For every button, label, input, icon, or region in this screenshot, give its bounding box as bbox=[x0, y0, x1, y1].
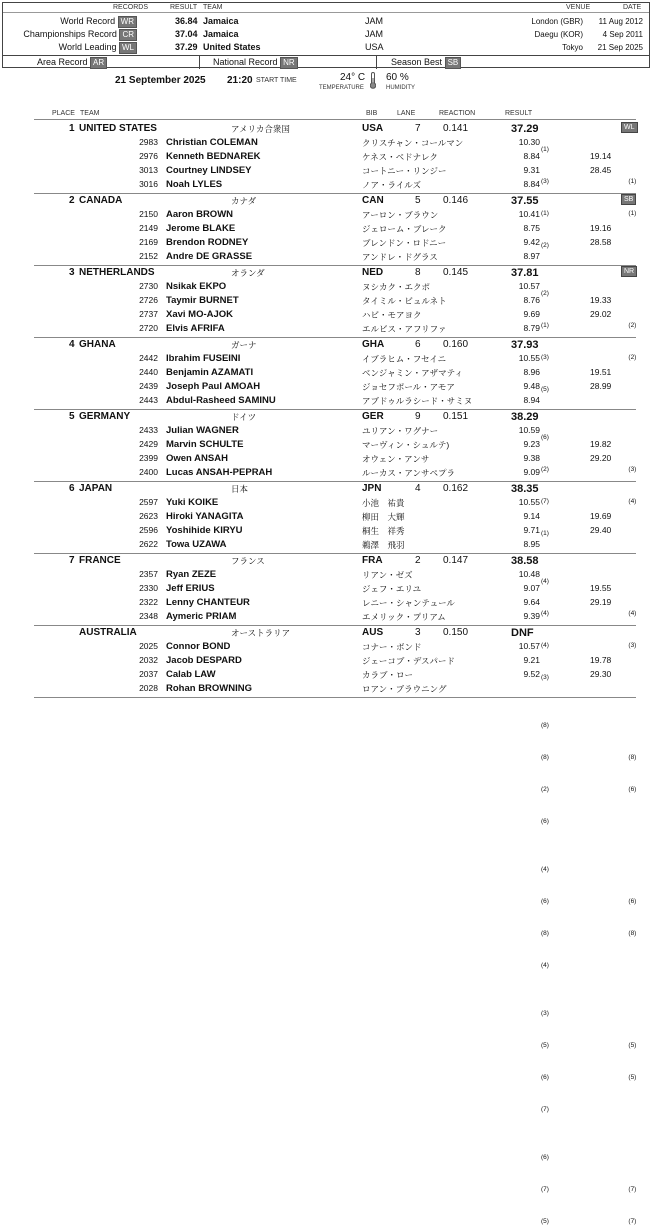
athlete-bib: 2028 bbox=[139, 683, 158, 693]
athlete-bib: 3016 bbox=[139, 179, 158, 189]
athlete-bib: 2622 bbox=[139, 539, 158, 549]
athlete-name: Aaron BROWN bbox=[166, 209, 234, 220]
record-country: JAM bbox=[365, 16, 383, 26]
team-name-jp: 日本 bbox=[231, 484, 249, 494]
athlete-name: Connor BOND bbox=[166, 641, 231, 652]
cumulative-time: 28.45 bbox=[590, 165, 612, 175]
athlete-name-jp: ジェフ・エリユ bbox=[362, 584, 422, 594]
cumulative-time: 29.19 bbox=[590, 597, 612, 607]
cumulative-rank: (5) bbox=[628, 1074, 637, 1081]
athlete-name-jp: ケネス・ベドナレク bbox=[362, 152, 438, 162]
cumulative-rank: (2) bbox=[628, 322, 637, 329]
team-name: UNITED STATES bbox=[79, 123, 157, 134]
split-rank: (4) bbox=[541, 962, 549, 969]
split-rank: (3) bbox=[541, 178, 549, 185]
team-name: JAPAN bbox=[79, 483, 113, 494]
cumulative-time: 19.51 bbox=[590, 367, 612, 377]
team-code: FRA bbox=[362, 555, 383, 566]
athlete-name: Abdul-Rasheed SAMINU bbox=[166, 395, 276, 406]
athlete-name: Brendon RODNEY bbox=[166, 237, 249, 248]
athlete-bib: 2623 bbox=[139, 511, 158, 521]
split-rank: (5) bbox=[541, 386, 549, 393]
athlete-name-jp: 小池 祐貴 bbox=[362, 498, 405, 508]
split-rank: (4) bbox=[541, 610, 549, 617]
team-lane: 7 bbox=[415, 123, 421, 134]
split-rank: (1) bbox=[541, 530, 549, 537]
split-rank: (8) bbox=[541, 754, 549, 761]
split-time: 10.57 bbox=[518, 641, 540, 651]
athlete-name-jp: オウェン・アンサ bbox=[362, 454, 430, 464]
athlete-name: Yuki KOIKE bbox=[166, 497, 219, 508]
athlete-name-jp: マーヴィン・シュルテ) bbox=[362, 440, 450, 450]
team-lane: 4 bbox=[415, 483, 421, 494]
athlete-name: Towa UZAWA bbox=[166, 539, 227, 550]
record-venue: London (GBR) bbox=[531, 17, 583, 26]
split-time: 8.94 bbox=[523, 395, 540, 405]
split-time: 9.21 bbox=[523, 655, 540, 665]
split-time: 10.57 bbox=[518, 281, 540, 291]
athlete-bib: 2400 bbox=[139, 467, 158, 477]
athlete-name-jp: ユリアン・ワグナー bbox=[362, 426, 439, 436]
cumulative-rank: (6) bbox=[628, 786, 637, 793]
athlete-name: Jeff ERIUS bbox=[166, 583, 215, 594]
lane-col-header: LANE bbox=[397, 110, 416, 117]
split-time: 10.48 bbox=[518, 569, 540, 579]
split-time: 8.97 bbox=[523, 251, 540, 261]
column-header-bar bbox=[34, 109, 636, 120]
team-name-jp: ガーナ bbox=[231, 340, 257, 350]
split-rank: (4) bbox=[541, 578, 549, 585]
record-team: United States bbox=[203, 42, 261, 52]
athlete-name-jp: ハビ・モアヨク bbox=[362, 310, 422, 320]
record-label: World Record WR bbox=[60, 16, 137, 28]
athlete-bib: 2169 bbox=[139, 237, 158, 247]
athlete-name-jp: コナー・ボンド bbox=[362, 642, 422, 652]
team-reaction: 0.141 bbox=[443, 123, 469, 134]
split-rank: (3) bbox=[541, 1010, 549, 1017]
split-rank: (4) bbox=[541, 866, 549, 873]
temperature: 24° C bbox=[340, 72, 366, 83]
cumulative-rank: (8) bbox=[628, 754, 637, 761]
cumulative-time: 28.99 bbox=[590, 381, 612, 391]
split-time: 9.52 bbox=[523, 669, 540, 679]
cumulative-rank: (7) bbox=[628, 1186, 637, 1193]
athlete-name-jp: ジェーコブ・デスパード bbox=[362, 656, 455, 666]
record-date: 4 Sep 2011 bbox=[602, 30, 643, 39]
date-col: DATE bbox=[623, 4, 642, 11]
split-rank: (6) bbox=[541, 1154, 549, 1161]
team-result: 37.55 bbox=[511, 195, 539, 207]
team-code: CAN bbox=[362, 195, 384, 206]
split-time: 9.14 bbox=[523, 511, 540, 521]
cumulative-time: 28.58 bbox=[590, 237, 612, 247]
athlete-name: Kenneth BEDNAREK bbox=[166, 151, 261, 162]
athlete-name-jp: ブレンドン・ロドニー bbox=[362, 238, 447, 248]
record-venue: Daegu (KOR) bbox=[534, 30, 583, 39]
athlete-bib: 2348 bbox=[139, 611, 158, 621]
athlete-name-jp: イブラヒム・フセイニ bbox=[362, 354, 447, 364]
split-time: 10.55 bbox=[518, 353, 540, 363]
cumulative-rank: (3) bbox=[628, 466, 637, 473]
team-reaction: 0.150 bbox=[443, 627, 469, 638]
athlete-name-jp: ジョセフポール・アモア bbox=[362, 382, 455, 392]
cumulative-time: 19.78 bbox=[590, 655, 612, 665]
athlete-bib: 2440 bbox=[139, 367, 158, 377]
athlete-bib: 2737 bbox=[139, 309, 158, 319]
team-name-jp: フランス bbox=[231, 556, 265, 566]
split-time: 9.31 bbox=[523, 165, 540, 175]
athlete-name: Christian COLEMAN bbox=[166, 137, 258, 148]
split-rank: (3) bbox=[541, 354, 549, 361]
athlete-name: Rohan BROWNING bbox=[166, 683, 253, 694]
team-result: 38.58 bbox=[511, 555, 539, 567]
team-reaction: 0.162 bbox=[443, 483, 469, 494]
split-time: 9.23 bbox=[523, 439, 540, 449]
athlete-bib: 2330 bbox=[139, 583, 158, 593]
athlete-name-jp: クリスチャン・コールマン bbox=[362, 138, 464, 148]
split-rank: (7) bbox=[541, 1106, 549, 1113]
legend-national-record: National Record NR bbox=[213, 57, 298, 69]
athlete-name: Ibrahim FUSEINI bbox=[166, 353, 241, 364]
team-name: CANADA bbox=[79, 195, 123, 206]
split-time: 9.07 bbox=[523, 583, 540, 593]
record-label: World Leading WL bbox=[59, 42, 137, 54]
thermometer-icon bbox=[370, 72, 375, 88]
team-code: JPN bbox=[362, 483, 382, 494]
split-time: 8.76 bbox=[523, 295, 540, 305]
athlete-name-jp: コートニー・リンジー bbox=[362, 166, 447, 176]
athlete-bib: 2976 bbox=[139, 151, 158, 161]
athlete-name-jp: 桐生 祥秀 bbox=[362, 526, 405, 536]
team-place: 3 bbox=[69, 267, 75, 278]
athlete-name-jp: ベンジャミン・アザマティ bbox=[362, 368, 463, 378]
split-rank: (6) bbox=[541, 1074, 549, 1081]
split-time: 10.59 bbox=[518, 425, 540, 435]
split-rank: (8) bbox=[541, 930, 549, 937]
split-rank: (2) bbox=[541, 290, 549, 297]
split-time: 8.96 bbox=[523, 367, 540, 377]
athlete-bib: 2322 bbox=[139, 597, 158, 607]
cumulative-time: 29.40 bbox=[590, 525, 612, 535]
cumulative-time: 19.82 bbox=[590, 439, 612, 449]
athlete-name: Jacob DESPARD bbox=[166, 655, 242, 666]
temperature-label: TEMPERATURE bbox=[319, 85, 364, 91]
athlete-name-jp: アブドゥルラシード・サミヌ bbox=[362, 396, 473, 406]
athlete-name-jp: ジェローム・ブレーク bbox=[362, 224, 447, 234]
split-time: 10.30 bbox=[518, 137, 540, 147]
team-place: 6 bbox=[69, 483, 75, 494]
event-time: 21:20 bbox=[227, 75, 253, 86]
athlete-bib: 2149 bbox=[139, 223, 158, 233]
split-time: 9.09 bbox=[523, 467, 540, 477]
cumulative-rank: (4) bbox=[628, 498, 637, 505]
cumulative-time: 19.14 bbox=[590, 151, 612, 161]
athlete-name: Ryan ZEZE bbox=[166, 569, 217, 580]
records-legend bbox=[3, 55, 649, 68]
split-time: 8.95 bbox=[523, 539, 540, 549]
record-result: 36.84 bbox=[175, 16, 198, 26]
cumulative-time: 29.20 bbox=[590, 453, 612, 463]
cumulative-time: 19.69 bbox=[590, 511, 612, 521]
cumulative-rank: (3) bbox=[628, 642, 637, 649]
athlete-bib: 2730 bbox=[139, 281, 158, 291]
team-name-jp: オーストラリア bbox=[231, 628, 291, 638]
team-lane: 9 bbox=[415, 411, 421, 422]
split-rank: (1) bbox=[541, 210, 549, 217]
team-code: AUS bbox=[362, 627, 384, 638]
result-col: RESULT bbox=[170, 4, 198, 11]
athlete-name-jp: アンドレ・ドグラス bbox=[362, 252, 438, 262]
athlete-name: Aymeric PRIAM bbox=[166, 611, 237, 622]
athlete-name: Owen ANSAH bbox=[166, 453, 228, 464]
team-name-jp: オランダ bbox=[231, 268, 265, 278]
legend-area-record: Area Record AR bbox=[37, 57, 107, 69]
athlete-name-jp: 鵜澤 飛羽 bbox=[362, 540, 405, 550]
athlete-bib: 2726 bbox=[139, 295, 158, 305]
athlete-bib: 2399 bbox=[139, 453, 158, 463]
athlete-bib: 2032 bbox=[139, 655, 158, 665]
records-col: RECORDS bbox=[113, 4, 149, 11]
team-reaction: 0.151 bbox=[443, 411, 469, 422]
athlete-name: Xavi MO-AJOK bbox=[166, 309, 234, 320]
split-rank: (6) bbox=[541, 818, 549, 825]
records-header bbox=[3, 3, 649, 13]
team-col-header: TEAM bbox=[80, 110, 100, 117]
athlete-name-jp: 柳田 大輝 bbox=[362, 512, 405, 522]
record-result: 37.04 bbox=[175, 29, 198, 39]
cumulative-time: 19.55 bbox=[590, 583, 612, 593]
athlete-bib: 2150 bbox=[139, 209, 158, 219]
team-result: 38.35 bbox=[511, 483, 539, 495]
athlete-bib: 2443 bbox=[139, 395, 158, 405]
split-rank: (5) bbox=[541, 1042, 549, 1049]
record-date: 21 Sep 2025 bbox=[597, 43, 643, 52]
team-code: NED bbox=[362, 267, 384, 278]
athlete-bib: 2429 bbox=[139, 439, 158, 449]
split-time: 9.38 bbox=[523, 453, 540, 463]
athlete-name-jp: カラブ・ロー bbox=[362, 670, 414, 680]
athlete-bib: 2597 bbox=[139, 497, 158, 507]
record-badge: NR bbox=[621, 266, 637, 277]
record-country: JAM bbox=[365, 29, 383, 39]
split-rank: (1) bbox=[541, 322, 549, 329]
athlete-bib: 2025 bbox=[139, 641, 158, 651]
athlete-name: Lenny CHANTEUR bbox=[166, 597, 250, 608]
record-label: Championships Record CR bbox=[23, 29, 137, 41]
team-result: 37.81 bbox=[511, 267, 539, 279]
athlete-bib: 2433 bbox=[139, 425, 158, 435]
athlete-name-jp: レニー・シャンテュール bbox=[362, 598, 455, 608]
record-country: USA bbox=[365, 42, 384, 52]
athlete-bib: 2596 bbox=[139, 525, 158, 535]
split-rank: (6) bbox=[541, 434, 549, 441]
team-name: FRANCE bbox=[79, 555, 121, 566]
team-reaction: 0.147 bbox=[443, 555, 469, 566]
team-col: TEAM bbox=[203, 4, 223, 11]
record-badge: SB bbox=[621, 194, 636, 205]
athlete-name: Yoshihide KIRYU bbox=[166, 525, 243, 536]
split-time: 8.84 bbox=[523, 151, 540, 161]
athlete-bib: 2442 bbox=[139, 353, 158, 363]
record-date: 11 Aug 2012 bbox=[598, 17, 643, 26]
humidity-label: HUMIDITY bbox=[386, 85, 415, 91]
athlete-bib: 2357 bbox=[139, 569, 158, 579]
athlete-name-jp: エメリック・プリアム bbox=[362, 612, 446, 622]
cumulative-time: 29.30 bbox=[590, 669, 612, 679]
record-venue: Tokyo bbox=[562, 43, 583, 52]
venue-col: VENUE bbox=[566, 4, 591, 11]
team-result: 37.93 bbox=[511, 339, 539, 351]
athlete-name-jp: ノア・ライルズ bbox=[362, 180, 421, 190]
split-time: 8.84 bbox=[523, 179, 540, 189]
team-lane: 6 bbox=[415, 339, 421, 350]
team-name: GERMANY bbox=[79, 411, 131, 422]
split-rank: (5) bbox=[541, 1218, 549, 1225]
place-col-header: PLACE bbox=[52, 110, 75, 117]
cumulative-rank: (2) bbox=[628, 354, 637, 361]
split-time: 9.39 bbox=[523, 611, 540, 621]
split-time: 10.41 bbox=[518, 209, 540, 219]
record-badge: WL bbox=[621, 122, 638, 133]
cumulative-rank: (1) bbox=[628, 210, 637, 217]
athlete-name: Andre DE GRASSE bbox=[166, 251, 253, 262]
athlete-name-jp: エルビス・アフリファ bbox=[362, 324, 447, 334]
split-rank: (2) bbox=[541, 466, 549, 473]
athlete-name: Joseph Paul AMOAH bbox=[166, 381, 261, 392]
athlete-name: Lucas ANSAH-PEPRAH bbox=[166, 467, 273, 478]
start-time-label: START TIME bbox=[256, 77, 297, 84]
team-place: 4 bbox=[69, 339, 75, 350]
split-rank: (6) bbox=[541, 898, 549, 905]
team-lane: 8 bbox=[415, 267, 421, 278]
split-time: 8.75 bbox=[523, 223, 540, 233]
team-code: GHA bbox=[362, 339, 385, 350]
athlete-bib: 2983 bbox=[139, 137, 158, 147]
team-place: 5 bbox=[69, 411, 75, 422]
bib-col-header: BIB bbox=[366, 110, 378, 117]
reaction-col-header: REACTION bbox=[439, 110, 476, 117]
team-result: 37.29 bbox=[511, 123, 539, 135]
athlete-name-jp: ルーカス・アンサペプラ bbox=[362, 468, 455, 478]
split-time: 9.64 bbox=[523, 597, 540, 607]
athlete-name: Noah LYLES bbox=[166, 179, 223, 190]
event-date: 21 September 2025 bbox=[115, 75, 206, 86]
athlete-name: Calab LAW bbox=[166, 669, 216, 680]
split-rank: (7) bbox=[541, 1186, 549, 1193]
team-lane: 3 bbox=[415, 627, 421, 638]
team-name: GHANA bbox=[79, 339, 116, 350]
humidity: 60 % bbox=[386, 72, 409, 83]
team-place: 2 bbox=[69, 195, 75, 206]
team-name: AUSTRALIA bbox=[79, 627, 137, 638]
split-rank: (4) bbox=[541, 642, 549, 649]
split-rank: (8) bbox=[541, 722, 549, 729]
team-name-jp: ドイツ bbox=[231, 412, 257, 422]
team-place: 7 bbox=[69, 555, 75, 566]
athlete-bib: 2152 bbox=[139, 251, 158, 261]
athlete-name: Elvis AFRIFA bbox=[166, 323, 225, 334]
team-reaction: 0.145 bbox=[443, 267, 469, 278]
athlete-name: Taymir BURNET bbox=[166, 295, 239, 306]
table-bottom-rule bbox=[34, 697, 636, 698]
split-rank: (3) bbox=[541, 674, 549, 681]
team-reaction: 0.160 bbox=[443, 339, 469, 350]
split-time: 9.48 bbox=[523, 381, 540, 391]
team-code: USA bbox=[362, 123, 384, 134]
athlete-bib: 2720 bbox=[139, 323, 158, 333]
athlete-name-jp: ロアン・ブラウニング bbox=[362, 684, 447, 694]
team-name-jp: カナダ bbox=[231, 196, 257, 206]
team-name: NETHERLANDS bbox=[79, 267, 155, 278]
split-time: 9.71 bbox=[523, 525, 540, 535]
athlete-name: Marvin SCHULTE bbox=[166, 439, 244, 450]
cumulative-time: 19.33 bbox=[590, 295, 612, 305]
split-rank: (1) bbox=[541, 146, 549, 153]
split-time: 10.55 bbox=[518, 497, 540, 507]
athlete-name-jp: タイミル・ビュルネト bbox=[362, 296, 447, 306]
cumulative-time: 19.16 bbox=[590, 223, 612, 233]
team-place: 1 bbox=[69, 123, 75, 134]
team-reaction: 0.146 bbox=[443, 195, 469, 206]
athlete-name-jp: リアン・ゼズ bbox=[362, 570, 413, 580]
athlete-bib: 2439 bbox=[139, 381, 158, 391]
result-col-header: RESULT bbox=[505, 110, 533, 117]
cumulative-rank: (4) bbox=[628, 610, 637, 617]
split-time: 9.42 bbox=[523, 237, 540, 247]
athlete-name: Benjamin AZAMATI bbox=[166, 367, 254, 378]
athlete-bib: 2037 bbox=[139, 669, 158, 679]
cumulative-rank: (6) bbox=[628, 898, 637, 905]
athlete-name-jp: ヌシカク・エクポ bbox=[362, 282, 431, 292]
cumulative-rank: (7) bbox=[628, 1218, 637, 1225]
athlete-name: Courtney LINDSEY bbox=[166, 165, 252, 176]
split-rank: (2) bbox=[541, 242, 549, 249]
cumulative-time: 29.02 bbox=[590, 309, 612, 319]
legend-season-best: Season Best SB bbox=[391, 57, 461, 69]
records-box bbox=[2, 2, 650, 68]
cumulative-rank: (5) bbox=[628, 1042, 637, 1049]
split-time: 9.69 bbox=[523, 309, 540, 319]
team-result: DNF bbox=[511, 627, 534, 639]
cumulative-rank: (8) bbox=[628, 930, 637, 937]
team-code: GER bbox=[362, 411, 384, 422]
record-team: Jamaica bbox=[203, 16, 239, 26]
athlete-name: Jerome BLAKE bbox=[166, 223, 236, 234]
team-name-jp: アメリカ合衆国 bbox=[231, 124, 290, 134]
athlete-bib: 3013 bbox=[139, 165, 158, 175]
team-result: 38.29 bbox=[511, 411, 539, 423]
athlete-name-jp: アーロン・ブラウン bbox=[362, 210, 439, 220]
athlete-name: Hiroki YANAGITA bbox=[166, 511, 244, 522]
athlete-name: Nsikak EKPO bbox=[166, 281, 227, 292]
team-lane: 2 bbox=[415, 555, 421, 566]
record-result: 37.29 bbox=[175, 42, 198, 52]
split-rank: (2) bbox=[541, 786, 549, 793]
cumulative-rank: (1) bbox=[628, 178, 637, 185]
record-team: Jamaica bbox=[203, 29, 239, 39]
athlete-name: Julian WAGNER bbox=[166, 425, 239, 436]
split-time: 8.79 bbox=[523, 323, 540, 333]
split-rank: (7) bbox=[541, 498, 549, 505]
team-lane: 5 bbox=[415, 195, 421, 206]
